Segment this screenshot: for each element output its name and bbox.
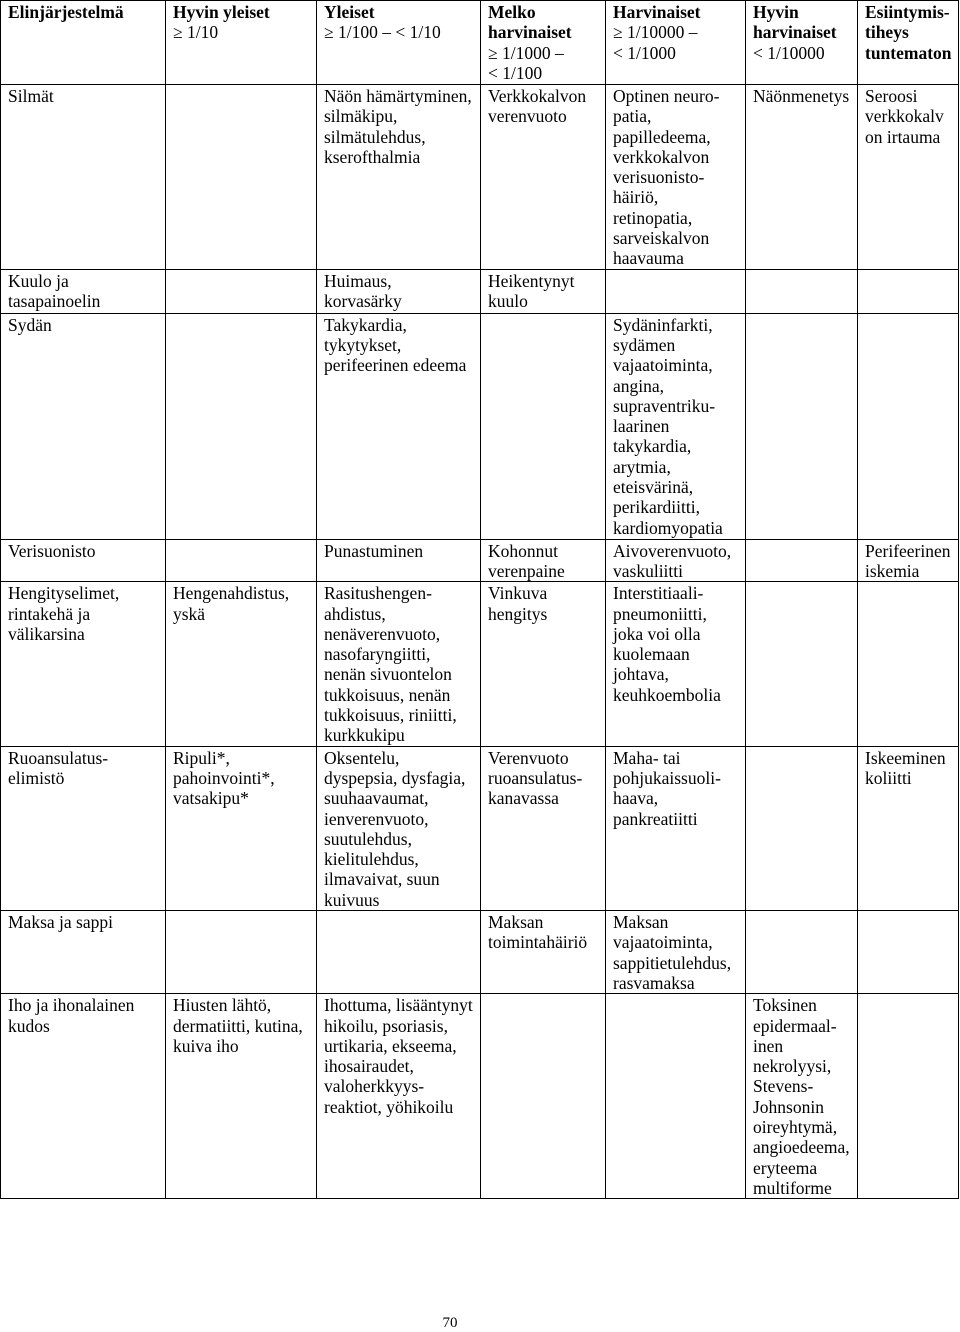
header-label: Hyvin yleiset	[173, 2, 270, 22]
header-rare	[606, 1, 746, 85]
header-frequency: ≥ 1/10	[173, 22, 219, 43]
organ-system-cell: Iho ja ihonalainen kudos	[1, 994, 166, 1199]
common-cell: Rasitushengen- ahdistus, nenäverenvuoto, nasofaryngiitti, nenän sivuontelon tukkoisuus, nenän tukkoisuus, riniitti, kurkkukipu	[317, 582, 481, 746]
very-common-cell: Ripuli*, pahoinvointi*, vatsakipu*	[166, 746, 317, 910]
organ-system-cell: Ruoansulatus- elimistö	[1, 746, 166, 910]
not-known-cell	[858, 911, 959, 994]
very-common-cell: Hengenahdistus, yskä	[166, 582, 317, 746]
organ-system-cell: Hengityselimet, rintakehä ja välikarsina	[1, 582, 166, 746]
very-rare-cell	[746, 269, 858, 313]
header-uncommon	[481, 1, 606, 85]
common-cell: Oksentelu, dyspepsia, dysfagia, suuhaavaumat, ienverenvuoto, suutulehdus, kielitulehdus, ilmavaivat, suun kuivuus	[317, 746, 481, 910]
not-known-cell	[858, 313, 959, 539]
header-frequency: ≥ 1/10000 – < 1/1000	[613, 22, 698, 63]
not-known-cell	[858, 269, 959, 313]
very-common-cell	[166, 539, 317, 582]
uncommon-cell: Heikentynyt kuulo	[481, 269, 606, 313]
not-known-cell: Iskeeminen koliitti	[858, 746, 959, 910]
common-cell: Punastuminen	[317, 539, 481, 582]
rare-cell: Interstitiaali- pneumoniitti, joka voi olla kuolemaan johtava, keuhkoembolia	[606, 582, 746, 746]
not-known-cell	[858, 582, 959, 746]
organ-system-cell: Silmät	[1, 85, 166, 270]
not-known-cell	[858, 994, 959, 1199]
organ-system-cell: Sydän	[1, 313, 166, 539]
header-frequency: < 1/10000	[753, 42, 825, 63]
header-label: Harvinaiset	[613, 2, 701, 22]
header-label: Melko harvinaiset	[488, 2, 572, 43]
very-rare-cell	[746, 746, 858, 910]
table-row	[1, 746, 959, 910]
common-cell: Takykardia, tykytykset, perifeerinen edeema	[317, 313, 481, 539]
header-very-rare	[746, 1, 858, 85]
header-not-known	[858, 1, 959, 85]
header-label: Yleiset	[324, 2, 375, 22]
uncommon-cell	[481, 994, 606, 1199]
table-row	[1, 911, 959, 994]
rare-cell: Maksan vajaatoiminta, sappitietulehdus, rasvamaksa	[606, 911, 746, 994]
common-cell: Ihottuma, lisääntynyt hikoilu, psoriasis, urtikaria, ekseema, ihosairaudet, valoherkkyys- reaktiot, yöhikoilu	[317, 994, 481, 1199]
header-label: Esiintymis- tiheys tuntematon	[865, 2, 952, 63]
uncommon-cell	[481, 313, 606, 539]
rare-cell	[606, 994, 746, 1199]
rare-cell	[606, 269, 746, 313]
uncommon-cell: Verkkokalvon verenvuoto	[481, 85, 606, 270]
table-row	[1, 994, 959, 1199]
header-very-common	[166, 1, 317, 85]
very-rare-cell: Näönmenetys	[746, 85, 858, 270]
uncommon-cell: Verenvuoto ruoansulatus- kanavassa	[481, 746, 606, 910]
organ-system-cell: Maksa ja sappi	[1, 911, 166, 994]
table-row	[1, 313, 959, 539]
organ-system-cell: Kuulo ja tasapainoelin	[1, 269, 166, 313]
table-row	[1, 85, 959, 270]
common-cell: Näön hämärtyminen, silmäkipu, silmätulehdus, kserofthalmia	[317, 85, 481, 270]
table-row	[1, 582, 959, 746]
organ-system-cell: Verisuonisto	[1, 539, 166, 582]
uncommon-cell: Vinkuva hengitys	[481, 582, 606, 746]
very-rare-cell	[746, 539, 858, 582]
very-common-cell	[166, 313, 317, 539]
header-label: Elinjärjestelmä	[8, 2, 124, 22]
header-frequency: ≥ 1/100 – < 1/10	[324, 22, 441, 43]
very-common-cell	[166, 85, 317, 270]
very-rare-cell	[746, 911, 858, 994]
rare-cell: Maha- tai pohjukaissuoli- haava, pankreatiitti	[606, 746, 746, 910]
very-rare-cell: Toksinen epidermaal- inen nekrolyysi, Stevens- Johnsonin oireyhtymä, angioedeema, eryteema multiforme	[746, 994, 858, 1199]
header-organ-system	[1, 1, 166, 85]
rare-cell: Optinen neuro- patia, papilledeema, verkkokalvon verisuonisto- häiriö, retinopatia, sarveiskalvon haavauma	[606, 85, 746, 270]
rare-cell: Sydäninfarkti, sydämen vajaatoiminta, angina, supraventriku- laarinen takykardia, arytmia, eteisvärinä, perikardiitti, kardiomyopatia	[606, 313, 746, 539]
not-known-cell: Seroosi verkkokalv on irtauma	[858, 85, 959, 270]
not-known-cell: Perifeerinen iskemia	[858, 539, 959, 582]
table-row	[1, 539, 959, 582]
uncommon-cell: Kohonnut verenpaine	[481, 539, 606, 582]
rare-cell: Aivoverenvuoto, vaskuliitti	[606, 539, 746, 582]
very-common-cell	[166, 911, 317, 994]
page-number: 70	[442, 1315, 458, 1331]
header-frequency: ≥ 1/1000 – < 1/100	[488, 42, 564, 83]
very-common-cell	[166, 269, 317, 313]
uncommon-cell: Maksan toimintahäiriö	[481, 911, 606, 994]
very-rare-cell	[746, 582, 858, 746]
common-cell: Huimaus, korvasärky	[317, 269, 481, 313]
common-cell	[317, 911, 481, 994]
header-common	[317, 1, 481, 85]
header-row	[1, 1, 959, 85]
header-label: Hyvin harvinaiset	[753, 2, 837, 43]
table-row	[1, 269, 959, 313]
very-rare-cell	[746, 313, 858, 539]
very-common-cell: Hiusten lähtö, dermatiitti, kutina, kuiva iho	[166, 994, 317, 1199]
